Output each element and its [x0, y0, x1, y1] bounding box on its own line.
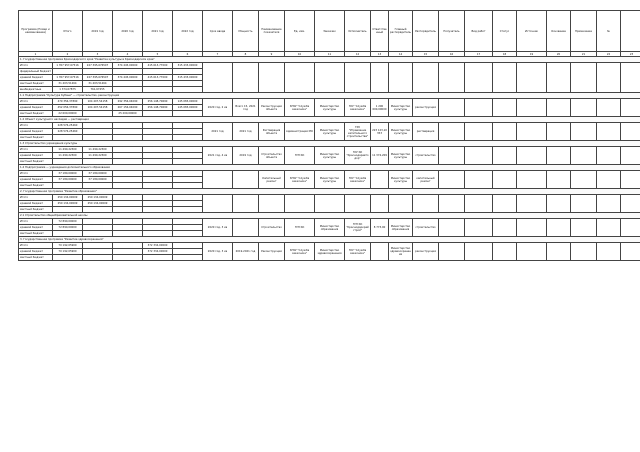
meta-cell — [597, 147, 621, 165]
column-number: 10 — [285, 52, 315, 57]
meta-cell — [389, 195, 413, 213]
section-title: 1.3 Строительство учреждения культуры — [19, 141, 640, 147]
meta-cell — [439, 219, 465, 237]
meta-cell: Строительство объекта — [259, 147, 285, 165]
column-header: 2020 год — [113, 11, 143, 52]
column-header: Мощность — [233, 11, 259, 52]
column-header: 2021 год — [143, 11, 173, 52]
meta-cell — [315, 195, 345, 213]
value-cell: 145 083,00000 — [173, 105, 203, 111]
row-label: краевой бюджет — [19, 177, 53, 183]
meta-cell: ГКУ "Служба заказчика" — [345, 243, 371, 261]
row-label: краевой бюджет — [19, 225, 53, 231]
meta-cell — [203, 171, 233, 189]
meta-cell: Всего 15, 2021 год — [233, 99, 259, 117]
meta-cell: ГУП КК "Краснодаркрайстрой" — [345, 219, 371, 237]
row-label: краевой бюджет — [19, 249, 53, 255]
row-label: Итого — [19, 63, 53, 69]
value-cell: 25 200,00000 — [113, 111, 143, 117]
meta-cell — [517, 171, 547, 189]
meta-cell — [465, 195, 493, 213]
column-header: Ответственный — [371, 11, 389, 52]
row-label: Итого — [19, 171, 53, 177]
meta-cell: 11 374,209 — [371, 147, 389, 165]
meta-cell — [439, 123, 465, 141]
value-cell: 247 395,676507 — [83, 75, 113, 81]
meta-cell — [517, 219, 547, 237]
row-label: Итого — [19, 147, 53, 153]
column-number: 4 — [113, 52, 143, 57]
meta-cell — [621, 99, 640, 117]
value-cell: 11 490,22300 — [53, 153, 83, 159]
meta-cell — [547, 243, 571, 261]
meta-cell — [597, 171, 621, 189]
value-cell: 31 403,51264 — [53, 81, 83, 87]
meta-cell: Министерство культуры — [315, 147, 345, 165]
column-header: Примечание — [571, 11, 597, 52]
column-header: Вид работ — [465, 11, 493, 52]
value-cell: 37 180,00000 — [53, 177, 83, 183]
meta-cell — [571, 219, 597, 237]
value-cell: 250 134,00009 — [83, 201, 113, 207]
meta-cell: 2021 год, 4 кв — [203, 147, 233, 165]
column-header — [621, 11, 640, 52]
column-header: Получатель — [439, 11, 465, 52]
column-number: 1 — [19, 52, 53, 57]
value-cell: 267 156,04090 — [113, 105, 143, 111]
value-cell: 315 433,00000 — [173, 75, 203, 81]
meta-cell — [439, 195, 465, 213]
row-label: Итого — [19, 99, 53, 105]
column-header: Наименование показателя — [259, 11, 285, 52]
meta-cell: Министерство культуры — [315, 171, 345, 189]
value-cell: 256 148,70690 — [143, 99, 173, 105]
meta-cell: ГКУ "Управление капитального строительства" — [345, 123, 371, 141]
meta-cell — [233, 219, 259, 237]
meta-cell — [203, 195, 233, 213]
meta-cell: Капитальный ремонт — [259, 171, 285, 189]
value-cell: 70 192,05900 — [53, 243, 83, 249]
meta-cell — [597, 123, 621, 141]
row-label: краевой бюджет — [19, 129, 53, 135]
row-label: местный бюджет — [19, 111, 53, 117]
meta-cell — [465, 147, 493, 165]
column-number: 2 — [53, 52, 83, 57]
meta-cell — [597, 99, 621, 117]
meta-cell: Строительство — [259, 219, 285, 237]
meta-cell — [259, 195, 285, 213]
value-cell: 228 576,25460 — [53, 123, 83, 129]
meta-cell: КГБУ "Служба заказчика" — [285, 171, 315, 189]
meta-cell: 1 200 000,00000 — [371, 99, 389, 117]
column-number: 17 — [465, 52, 493, 57]
row-label: краевой бюджет — [19, 201, 53, 207]
value-cell — [83, 255, 113, 261]
meta-cell — [547, 99, 571, 117]
meta-cell — [345, 195, 371, 213]
value-cell: 372 334,00000 — [143, 243, 173, 249]
column-header: Программа (Номер и наименование) — [19, 11, 53, 52]
meta-cell: 2020 год, 3 кв — [203, 243, 233, 261]
column-number: 20 — [547, 52, 571, 57]
meta-cell — [493, 147, 517, 165]
meta-cell: ГКУ КК "Краснодаравтодор" — [345, 147, 371, 165]
meta-cell — [597, 63, 621, 93]
meta-cell: Реконструкция объекта — [259, 99, 285, 117]
value-cell: 374 445,00000 — [113, 63, 143, 69]
meta-cell — [493, 219, 517, 237]
meta-cell — [493, 195, 517, 213]
row-label: местный бюджет — [19, 207, 53, 213]
row-label: краевой бюджет — [19, 153, 53, 159]
meta-cell: ГУП КК — [285, 147, 315, 165]
meta-cell — [465, 63, 493, 93]
meta-cell: капитальный ремонт — [413, 171, 439, 189]
meta-cell — [285, 63, 315, 93]
meta-cell: Министерство образования — [389, 219, 413, 237]
meta-cell — [597, 243, 621, 261]
value-cell — [143, 255, 173, 261]
value-cell: 374 445,00000 — [113, 75, 143, 81]
column-number: 7 — [203, 52, 233, 57]
meta-cell — [493, 63, 517, 93]
meta-cell — [389, 63, 413, 93]
meta-cell — [621, 195, 640, 213]
column-header: Срок ввода — [203, 11, 233, 52]
meta-cell: Министерство культуры — [389, 171, 413, 189]
meta-cell — [413, 195, 439, 213]
column-header: Статус — [493, 11, 517, 52]
value-cell: 1 357 957,67516 — [53, 63, 83, 69]
value-cell: 72 890,00000 — [53, 225, 83, 231]
meta-cell — [517, 243, 547, 261]
meta-cell: Министерство культуры — [315, 123, 345, 141]
meta-cell: строительство — [413, 219, 439, 237]
meta-cell — [571, 243, 597, 261]
meta-cell — [233, 63, 259, 93]
meta-cell — [517, 63, 547, 93]
section-title: 1.2 Объект культурного наследия — реставрация — [19, 117, 640, 123]
meta-cell: КГБУ "Служба заказчика" — [285, 243, 315, 261]
value-cell: 452 056,37890 — [53, 105, 83, 111]
row-label: местный бюджет — [19, 255, 53, 261]
value-cell: 72 890,00000 — [53, 219, 83, 225]
meta-cell — [439, 99, 465, 117]
value-cell: 228 576,25460 — [53, 129, 83, 135]
meta-cell — [493, 171, 517, 189]
value-cell: 37 180,00000 — [83, 171, 113, 177]
meta-cell: реконструкция — [413, 99, 439, 117]
value-cell: 292 356,04090 — [113, 99, 143, 105]
meta-cell — [621, 243, 640, 261]
value-cell: 104 407,54158 — [83, 105, 113, 111]
value-cell: 145 083,00000 — [173, 99, 203, 105]
column-number: 19 — [517, 52, 547, 57]
meta-cell — [597, 195, 621, 213]
column-number: 13 — [371, 52, 389, 57]
meta-cell: 2019-2021 год — [233, 243, 259, 261]
meta-cell — [439, 147, 465, 165]
meta-cell: строительство — [413, 147, 439, 165]
row-label: местный бюджет — [19, 183, 53, 189]
row-label: Итого — [19, 195, 53, 201]
meta-cell: Реконструкция — [259, 243, 285, 261]
meta-cell: 2021 год — [233, 123, 259, 141]
meta-cell — [517, 99, 547, 117]
meta-cell — [597, 219, 621, 237]
meta-cell: 2021 год — [203, 123, 233, 141]
meta-cell — [517, 123, 547, 141]
row-label: местный бюджет — [19, 81, 53, 87]
column-header: Распорядитель — [413, 11, 439, 52]
value-cell: 415 613,77000 — [143, 75, 173, 81]
row-label: Итого — [19, 243, 53, 249]
row-label: местный бюджет — [19, 231, 53, 237]
column-header: Главный распорядитель — [389, 11, 413, 52]
meta-cell — [571, 123, 597, 141]
meta-cell — [571, 63, 597, 93]
column-header: Источник — [517, 11, 547, 52]
column-number: 18 — [493, 52, 517, 57]
meta-cell — [259, 63, 285, 93]
value-cell: 11 490,22300 — [53, 147, 83, 153]
column-number: 5 — [143, 52, 173, 57]
value-cell: 37 180,00000 — [53, 171, 83, 177]
row-label: Итого — [19, 123, 53, 129]
meta-cell: 8 773,00 — [371, 219, 389, 237]
value-cell: 70 192,05900 — [53, 249, 83, 255]
meta-cell — [413, 63, 439, 93]
meta-cell — [571, 195, 597, 213]
meta-cell — [371, 171, 389, 189]
value-cell: 372 334,00000 — [143, 249, 173, 255]
meta-cell — [571, 171, 597, 189]
meta-cell: ГУП КК — [285, 219, 315, 237]
value-cell — [113, 255, 143, 261]
meta-cell — [621, 63, 640, 93]
meta-cell — [465, 99, 493, 117]
meta-cell — [621, 171, 640, 189]
meta-cell: реставрация — [413, 123, 439, 141]
column-header: 2019 год — [83, 11, 113, 52]
meta-cell — [439, 243, 465, 261]
column-header: Основание — [547, 11, 571, 52]
value-cell: 31 403,51264 — [83, 81, 113, 87]
meta-cell: Реставрация объекта — [259, 123, 285, 141]
document-sheet — [18, 10, 634, 446]
meta-cell: ГКУ "Служба заказчика" — [345, 99, 371, 117]
value-cell: 11 490,22300 — [83, 153, 113, 159]
value-cell: 315 433,00000 — [173, 63, 203, 69]
meta-cell — [465, 243, 493, 261]
meta-cell — [285, 195, 315, 213]
column-header: Исполнитель — [345, 11, 371, 52]
meta-cell: Министерство здравоохранения — [315, 243, 345, 261]
column-number: 11 — [315, 52, 345, 57]
meta-cell — [493, 123, 517, 141]
meta-cell — [493, 243, 517, 261]
meta-cell — [517, 147, 547, 165]
meta-cell — [571, 147, 597, 165]
column-number: 22 — [597, 52, 621, 57]
column-number: 6 — [173, 52, 203, 57]
meta-cell — [465, 219, 493, 237]
program-table — [18, 10, 640, 261]
column-header: 2022 год — [173, 11, 203, 52]
value-cell: 256 148,70690 — [143, 105, 173, 111]
meta-cell — [517, 195, 547, 213]
meta-cell — [371, 63, 389, 93]
meta-cell — [621, 147, 640, 165]
value-cell: 11 490,22300 — [83, 147, 113, 153]
meta-cell — [233, 195, 259, 213]
meta-cell — [315, 63, 345, 93]
meta-cell — [203, 63, 233, 93]
column-number: 9 — [259, 52, 285, 57]
row-label: внебюджетные — [19, 87, 53, 93]
column-number: 21 — [571, 52, 597, 57]
row-label: федеральный бюджет — [20, 70, 51, 73]
row-label: Итого — [19, 219, 53, 225]
meta-cell: Министерство образования — [315, 219, 345, 237]
value-cell: 250 134,00009 — [53, 195, 83, 201]
value-cell: 247 395,676507 — [83, 63, 113, 69]
section-title: 1.4 Подпрограмма — учреждения дополнительного образования — [19, 165, 640, 171]
value-cell — [173, 255, 203, 261]
value-cell: 1 374,07875 — [53, 87, 83, 93]
meta-cell — [345, 63, 371, 93]
meta-cell: Министерство культуры — [315, 99, 345, 117]
value-cell: 415 613,77000 — [143, 63, 173, 69]
meta-cell: 2020 год, 2 кв — [203, 99, 233, 117]
row-label: краевой бюджет — [19, 105, 53, 111]
meta-cell — [547, 195, 571, 213]
meta-cell — [621, 219, 640, 237]
meta-cell — [465, 123, 493, 141]
value-cell: 1 357 957,67516 — [53, 75, 83, 81]
value-cell: 250 134,00009 — [53, 201, 83, 207]
meta-cell — [371, 243, 389, 261]
meta-cell — [439, 171, 465, 189]
meta-cell — [493, 99, 517, 117]
meta-cell — [547, 63, 571, 93]
meta-cell: 2019 год — [233, 147, 259, 165]
column-header: Итого — [53, 11, 83, 52]
meta-cell — [371, 195, 389, 213]
column-number: 14 — [389, 52, 413, 57]
row-label: местный бюджет — [19, 135, 53, 141]
meta-cell: Министерство культуры — [389, 99, 413, 117]
meta-cell: Администрация МО — [285, 123, 315, 141]
meta-cell: ГКУ "Служба заказчика" — [345, 171, 371, 189]
meta-cell: реконструкция — [413, 243, 439, 261]
meta-cell — [547, 171, 571, 189]
meta-cell — [621, 123, 640, 141]
meta-cell — [233, 171, 259, 189]
row-label: краевой бюджет — [19, 75, 53, 81]
column-number: 12 — [345, 52, 371, 57]
column-number: 8 — [233, 52, 259, 57]
meta-cell: Министерство культуры — [389, 147, 413, 165]
meta-cell: КГБУ "Служба заказчика" — [285, 99, 315, 117]
column-number: 3 — [83, 52, 113, 57]
section-title: 1. Государственная программа Краснодарского края "Развитие культуры в Краснодарском крае" — [19, 57, 640, 63]
section-title: 2.1 Строительство общеобразовательной школы — [19, 213, 640, 219]
meta-cell — [547, 219, 571, 237]
meta-cell — [547, 147, 571, 165]
meta-cell — [571, 99, 597, 117]
section-title: 3. Государственная программа "Развитие здравоохранения" — [19, 237, 640, 243]
column-header: Ед. изм. — [285, 11, 315, 52]
header-row — [19, 11, 640, 52]
column-number: 16 — [439, 52, 465, 57]
meta-cell: 2020 год, 3 кв — [203, 219, 233, 237]
section-title: 2. Государственная программа "Развитие образования" — [19, 189, 640, 195]
value-cell: 479 356,37890 — [53, 99, 83, 105]
meta-cell: 223 123,10 353 — [371, 123, 389, 141]
value-cell — [53, 255, 83, 261]
column-header: Заказчик — [315, 11, 345, 52]
meta-cell — [465, 171, 493, 189]
meta-cell — [547, 123, 571, 141]
column-number: 15 — [413, 52, 439, 57]
section-title: 1.1 Подпрограмма "Культура Кубани" — строительство, реконструкция — [19, 93, 640, 99]
value-cell: 104 407,54158 — [83, 99, 113, 105]
meta-cell — [439, 63, 465, 93]
value-cell: 22 600,00000 — [53, 111, 83, 117]
column-header: № — [597, 11, 621, 52]
column-number: 23 — [621, 52, 640, 57]
meta-cell: Министерство здравоохранения — [389, 243, 413, 261]
value-cell: 37 180,00000 — [83, 177, 113, 183]
value-cell: 250 134,00009 — [83, 195, 113, 201]
value-cell: 761,67455 — [83, 87, 113, 93]
row-label: местный бюджет — [19, 159, 53, 165]
meta-cell: Министерство культуры — [389, 123, 413, 141]
